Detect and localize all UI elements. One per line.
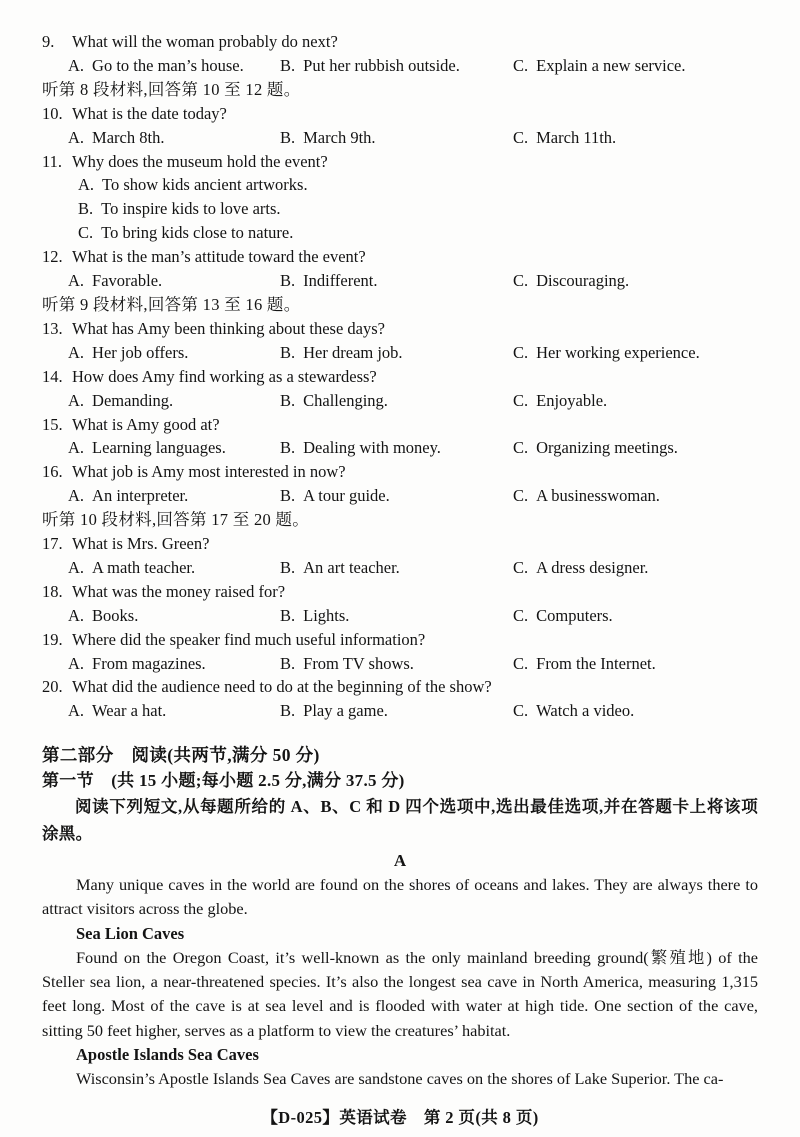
option-letter: A. <box>68 557 85 577</box>
option-a <box>68 341 280 365</box>
option-letter: C. <box>513 55 529 75</box>
option-letter: C. <box>513 342 529 362</box>
option-text: From TV shows. <box>303 653 414 673</box>
question-text: What was the money raised for? <box>72 581 286 601</box>
options-row <box>68 436 758 460</box>
question-line <box>42 532 758 556</box>
question-number: 11. <box>42 151 63 171</box>
question-number: 20. <box>42 677 63 697</box>
option-b <box>280 556 513 580</box>
options-row <box>68 556 758 580</box>
question-block <box>42 532 758 580</box>
option-b <box>280 436 513 460</box>
option-letter: B. <box>280 390 296 410</box>
question-block <box>42 460 758 508</box>
question-block <box>42 150 758 246</box>
reading-part-heading: 第二部分 阅读(共两节,满分 50 分) <box>42 745 320 766</box>
question-block <box>42 675 758 723</box>
question-line <box>42 413 758 437</box>
question-line <box>42 628 758 652</box>
option-b <box>280 652 513 676</box>
reading-section <box>42 742 758 1091</box>
option-c <box>513 556 758 580</box>
question-text: What will the woman probably do next? <box>72 32 338 51</box>
option-text: Challenging. <box>303 390 388 410</box>
question-line <box>42 580 758 604</box>
option-letter: A. <box>68 605 85 625</box>
question-line <box>42 245 758 269</box>
option-letter: B. <box>78 199 94 219</box>
option-letter: A. <box>68 342 85 362</box>
option-letter: C. <box>513 438 529 458</box>
question-block <box>42 317 758 365</box>
option-b <box>280 604 513 628</box>
option-letter: B. <box>280 701 296 721</box>
option-a <box>68 269 280 293</box>
option-text: An art teacher. <box>303 557 400 577</box>
option-text: Computers. <box>536 605 613 625</box>
options-row <box>68 484 758 508</box>
option-c <box>513 54 758 78</box>
option-text: Learning languages. <box>92 438 226 458</box>
option-b <box>280 54 513 78</box>
option-letter: A. <box>68 271 85 291</box>
page-footer: 【D-025】英语试卷 第 2 页(共 8 页) <box>261 1108 539 1128</box>
option-letter: C. <box>513 605 529 625</box>
option-a <box>68 126 280 150</box>
question-text: What job is Amy most interested in now? <box>72 462 346 482</box>
question-block <box>42 413 758 461</box>
option-letter: C. <box>78 223 94 243</box>
option-b <box>280 126 513 150</box>
option-c <box>513 699 758 723</box>
option-text: Put her rubbish outside. <box>303 55 460 75</box>
option-text: March 9th. <box>303 127 376 147</box>
question-number: 14. <box>42 366 63 386</box>
option-letter: A. <box>68 486 85 506</box>
question-number: 16. <box>42 462 63 482</box>
option-text: Play a game. <box>303 701 388 721</box>
option-text: From magazines. <box>92 653 206 673</box>
direction-line: 听第 10 段材料,回答第 17 至 20 题。 <box>42 510 310 530</box>
question-number: 12. <box>42 247 63 267</box>
option-letter: C. <box>513 701 529 721</box>
reading-section-heading: 第一节 (共 15 小题;每小题 2.5 分,满分 37.5 分) <box>42 771 405 791</box>
option-text: Lights. <box>303 605 350 625</box>
options-stacked <box>78 173 758 245</box>
option-letter: C. <box>513 486 529 506</box>
options-row <box>68 652 758 676</box>
question-text: Why does the museum hold the event? <box>72 151 328 171</box>
option-letter: B. <box>280 55 296 75</box>
option-letter: A. <box>78 175 95 195</box>
option-text: Explain a new service. <box>536 55 686 75</box>
question-block <box>42 365 758 413</box>
question-line <box>42 102 758 126</box>
option-letter: C. <box>513 390 529 410</box>
passage-paragraph: Many unique caves in the world are found on the shores of oceans and lakes. They are always there to attract visitors across the globe. <box>42 875 758 919</box>
option-letter: B. <box>280 271 296 291</box>
options-row <box>68 126 758 150</box>
option-letter: A. <box>68 438 85 458</box>
option-a <box>68 652 280 676</box>
option-letter: B. <box>280 342 296 362</box>
option-b <box>280 389 513 413</box>
question-line <box>42 460 758 484</box>
question-number: 15. <box>42 414 63 434</box>
question-text: What is Mrs. Green? <box>72 534 210 554</box>
question-number: 19. <box>42 629 63 649</box>
option-text: From the Internet. <box>536 653 656 673</box>
question-block <box>42 245 758 293</box>
option-text: Organizing meetings. <box>536 438 678 458</box>
option-text: Favorable. <box>92 271 163 291</box>
direction-line: 听第 8 段材料,回答第 10 至 12 题。 <box>42 79 301 99</box>
option-c <box>513 341 758 365</box>
option-text: March 11th. <box>536 127 617 147</box>
question-number: 10. <box>42 103 63 123</box>
direction-line: 听第 9 段材料,回答第 13 至 16 题。 <box>42 294 301 314</box>
passage-subheading: Apostle Islands Sea Caves <box>76 1044 259 1064</box>
passage-label: A <box>393 851 407 871</box>
passage-paragraph: Wisconsin’s Apostle Islands Sea Caves are sandstone caves on the shores of Lake Superior. The ca- <box>76 1068 724 1088</box>
option-letter: C. <box>513 271 529 291</box>
option-c <box>513 389 758 413</box>
option-text: An interpreter. <box>92 486 189 506</box>
option-b <box>280 699 513 723</box>
question-text: Where did the speaker find much useful information? <box>72 629 426 649</box>
passage-subheading: Sea Lion Caves <box>76 923 185 943</box>
option-text: Wear a hat. <box>92 701 167 721</box>
option-a <box>68 484 280 508</box>
option-a <box>78 173 758 197</box>
question-line <box>42 150 758 174</box>
option-a <box>68 54 280 78</box>
option-text: A tour guide. <box>303 486 390 506</box>
option-text: A math teacher. <box>92 557 196 577</box>
question-text: What did the audience need to do at the beginning of the show? <box>72 677 492 697</box>
question-line <box>42 365 758 389</box>
option-text: Her job offers. <box>92 342 189 362</box>
option-text: A businesswoman. <box>536 486 660 506</box>
question-text: What is the man’s attitude toward the event? <box>72 247 366 267</box>
question-text: What is Amy good at? <box>72 414 220 434</box>
question-block <box>42 580 758 628</box>
option-letter: A. <box>68 701 85 721</box>
option-letter: C. <box>513 127 529 147</box>
option-b <box>78 197 758 221</box>
reading-instruction: 阅读下列短文,从每题所给的 A、B、C 和 D 四个选项中,选出最佳选项,并在答题卡上将该项涂黑。 <box>42 797 758 843</box>
option-text: Books. <box>92 605 139 625</box>
question-number: 9. <box>42 32 55 51</box>
option-letter: A. <box>68 390 85 410</box>
option-letter: A. <box>68 653 85 673</box>
option-a <box>68 604 280 628</box>
question-line <box>42 675 758 699</box>
question-line <box>42 317 758 341</box>
question-number: 13. <box>42 318 63 338</box>
option-letter: B. <box>280 486 296 506</box>
option-c <box>513 436 758 460</box>
question-text: How does Amy find working as a stewardess? <box>72 366 377 386</box>
option-letter: B. <box>280 438 296 458</box>
option-letter: B. <box>280 127 296 147</box>
options-row <box>68 54 758 78</box>
option-text: To bring kids close to nature. <box>101 223 294 243</box>
option-letter: B. <box>280 557 296 577</box>
listening-section <box>42 30 758 723</box>
question-block <box>42 628 758 676</box>
option-text: Discouraging. <box>536 271 630 291</box>
option-text: Dealing with money. <box>303 438 441 458</box>
option-text: March 8th. <box>92 127 165 147</box>
option-letter: C. <box>513 653 529 673</box>
option-text: To inspire kids to love arts. <box>101 199 281 219</box>
option-c <box>513 126 758 150</box>
option-text: Her dream job. <box>303 342 403 362</box>
option-a <box>68 699 280 723</box>
option-b <box>280 341 513 365</box>
question-number: 17. <box>42 534 63 554</box>
passage-paragraph: Found on the Oregon Coast, it’s well-known as the only mainland breeding ground(繁殖地) of the Steller sea lion, a near-threatened species. It’s also the longest sea cave in North America, measuring 1,315 feet long. Most of the cave is at sea level and is flooded with water at high tide. One section of the cave, sitting 50 feet higher, serves as a platform to view the creatures’ habitat. <box>42 947 758 1040</box>
option-text: To show kids ancient artworks. <box>102 175 308 195</box>
question-number: 18. <box>42 581 63 601</box>
options-row <box>68 269 758 293</box>
option-letter: C. <box>513 557 529 577</box>
option-text: Enjoyable. <box>536 390 608 410</box>
options-row <box>68 341 758 365</box>
options-row <box>68 604 758 628</box>
option-text: Her working experience. <box>536 342 700 362</box>
option-letter: A. <box>68 55 85 75</box>
option-letter: B. <box>280 605 296 625</box>
option-c <box>513 484 758 508</box>
question-block <box>42 30 758 78</box>
question-line <box>42 30 758 54</box>
passage-body <box>42 873 758 1091</box>
option-a <box>68 389 280 413</box>
question-text: What is the date today? <box>72 103 227 123</box>
option-c <box>513 604 758 628</box>
options-row <box>68 699 758 723</box>
option-letter: A. <box>68 127 85 147</box>
option-b <box>280 484 513 508</box>
option-text: Go to the man’s house. <box>92 55 244 75</box>
option-c <box>78 221 758 245</box>
option-b <box>280 269 513 293</box>
options-row <box>68 389 758 413</box>
option-text: A dress designer. <box>536 557 649 577</box>
question-block <box>42 102 758 150</box>
option-text: Watch a video. <box>536 701 635 721</box>
option-a <box>68 556 280 580</box>
option-text: Demanding. <box>92 390 174 410</box>
option-c <box>513 652 758 676</box>
option-letter: B. <box>280 653 296 673</box>
question-text: What has Amy been thinking about these days? <box>72 318 385 338</box>
option-c <box>513 269 758 293</box>
option-a <box>68 436 280 460</box>
option-text: Indifferent. <box>303 271 378 291</box>
